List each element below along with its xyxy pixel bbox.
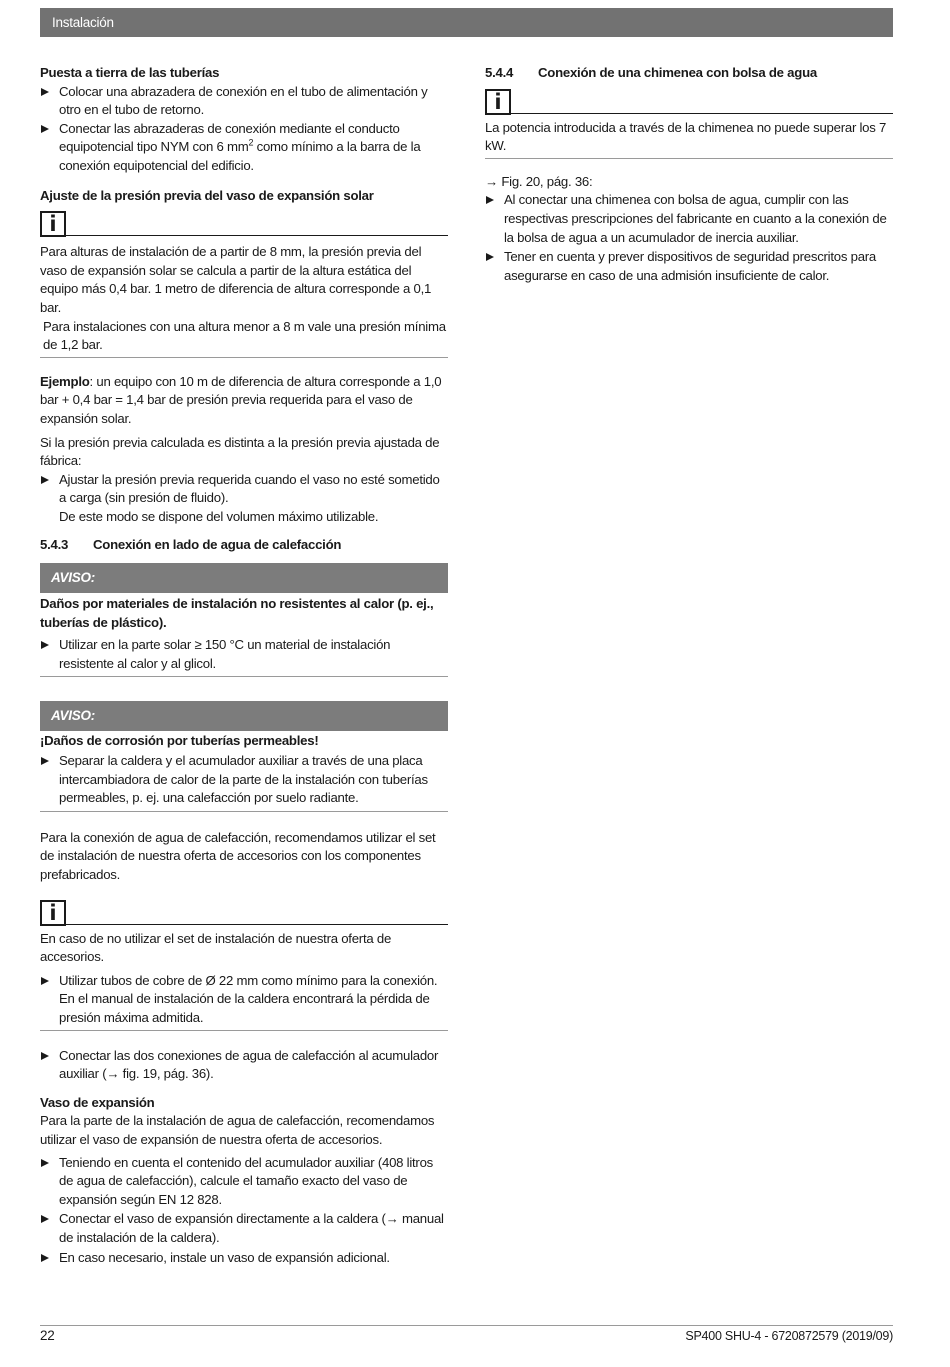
list-item: Colocar una abrazadera de conexión en el tubo de alimentación y otro en el tubo de retorno. [40,83,448,120]
figure-reference: → Fig. 20, pág. 36: [485,173,593,189]
info-box [40,930,448,1031]
list-item: Conectar las abrazaderas de conexión mediante el conducto equipotencial tipo NYM con 6 $mm^2$ como mínimo a la barra de la conexión equipotencial del edificio. [40,120,448,176]
list-item: Conectar el vaso de expansión directamente a la caldera (→ manual de instalación de la caldera). [40,1210,448,1247]
bullet-triangle-icon [41,1254,49,1262]
aviso-box [40,732,448,811]
info-icon: i [40,211,66,237]
aviso-title: Daños por materiales de instalación no resistentes al calor (p. ej., tuberías de plástico). [40,596,434,630]
divider [66,924,448,925]
info-header [40,207,448,237]
chimney-list [485,191,893,285]
list-item: Utilizar en la parte solar ≥ 150 °C un material de instalación resistente al calor y al glicol. [40,636,448,673]
info-header [40,896,448,926]
section-heading: 5.4.4 Conexión de una chimenea con bolsa de agua [485,65,817,80]
bullet-triangle-icon [41,757,49,765]
divider [511,113,893,114]
list-item: Tener en cuenta y prever dispositivos de seguridad prescritos para asegurarse en caso de una admisión insuficiente de calor. [485,248,893,285]
pressure-title: Ajuste de la presión previa del vaso de expansión solar [40,187,374,203]
bullet-triangle-icon [41,476,49,484]
list-item: En caso necesario, instale un vaso de expansión adicional. [40,1249,448,1268]
list-item: Al conectar una chimenea con bolsa de agua, cumplir con las respectivas prescripciones del fabricante en cuanto a la conexión de la bolsa de agua a un acumulador de inercia auxiliar. [485,191,893,247]
list-item: Utilizar tubos de cobre de Ø 22 mm como mínimo para la conexión. En el manual de instalación de la caldera encontrará la pérdida de presión máxima admitida. [40,972,448,1028]
right-column [485,64,893,285]
aviso-title: ¡Daños de corrosión por tuberías permeables! [40,733,319,749]
bullet-triangle-icon [41,1159,49,1167]
bullet-triangle-icon [41,88,49,96]
grounding-title: Puesta a tierra de las tuberías [40,65,220,80]
footer-divider [40,1325,893,1326]
page-number: 22 [40,1328,55,1343]
bullet-triangle-icon [41,125,49,133]
bullet-triangle-icon [486,253,494,261]
expansion-paragraph: Para la parte de la instalación de agua de calefacción, recomendamos utilizar el vaso de expansión de nuestra oferta de accesorios. [40,1113,435,1147]
aviso-bar: AVISO: [40,701,448,731]
calc-paragraph: Si la presión previa calculada es distinta a la presión previa ajustada de fábrica: [40,434,440,469]
grounding-list [40,83,448,176]
example-paragraph: Ejemplo: un equipo con 10 m de diferencia de altura corresponde a 1,0 bar + 0,4 bar = 1,4 bar de presión previa requerida para el vaso de expansión solar. [40,373,442,426]
bullet-triangle-icon [41,1052,49,1060]
list-item: Separar la caldera y el acumulador auxiliar a través de una placa intercambiadora de calor de la parte de la instalación con tuberías permeables, p. ej. una calefacción por suelo radiante. [40,752,448,808]
info-paragraph: Para alturas de instalación de a partir de 8 mm, la presión previa del vaso de expansión solar se calcula a partir de la altura estática del equipo más 0,4 bar. 1 metro de diferencia de altura corresponde a 0,1 bar. [40,244,432,315]
document-reference: SP400 SHU-4 - 6720872579 (2019/09) [685,1329,893,1343]
info-icon: i [40,900,66,926]
info-paragraph: Para instalaciones con una altura menor a 8 m vale una presión mínima de 1,2 bar. [43,318,446,353]
aviso-box [40,595,448,677]
info-box [40,243,448,358]
pressure-list [40,471,448,527]
list-item: Teniendo en cuenta el contenido del acumulador auxiliar (408 litros de agua de calefacción), calcule el tamaño exacto del vaso de expansión según EN 12 828. [40,1154,448,1210]
bullet-triangle-icon [41,641,49,649]
divider [66,235,448,236]
header-bar [40,8,893,37]
info-header [485,85,893,115]
expansion-list [40,1154,448,1268]
info-paragraph: La potencia introducida a través de la chimenea no puede superar los 7 kW. [485,119,887,154]
aviso-bar: AVISO: [40,563,448,593]
list-item: Conectar las dos conexiones de agua de calefacción al acumulador auxiliar (→ fig. 19, pág. 36). [40,1047,448,1084]
expansion-title: Vaso de expansión [40,1094,155,1110]
bullet-triangle-icon [41,1215,49,1223]
header-title: Instalación [52,15,114,30]
info-icon: i [485,89,511,115]
left-column [40,64,448,1267]
info-paragraph: En caso de no utilizar el set de instalación de nuestra oferta de accesorios. [40,930,392,965]
info-box [485,119,893,159]
bullet-triangle-icon [486,196,494,204]
superscript: 2 [248,137,254,148]
section-heading: 5.4.3 Conexión en lado de agua de calefacción [40,537,342,553]
heating-paragraph: Para la conexión de agua de calefacción, recomendamos utilizar el set de instalación de nuestra oferta de accesorios con los componentes prefabricados. [40,829,436,882]
list-item: Ajustar la presión previa requerida cuando el vaso no esté sometido a carga (sin presión de fluido). De este modo se dispone del volumen máximo utilizable. [40,471,448,527]
bullet-triangle-icon [41,977,49,985]
